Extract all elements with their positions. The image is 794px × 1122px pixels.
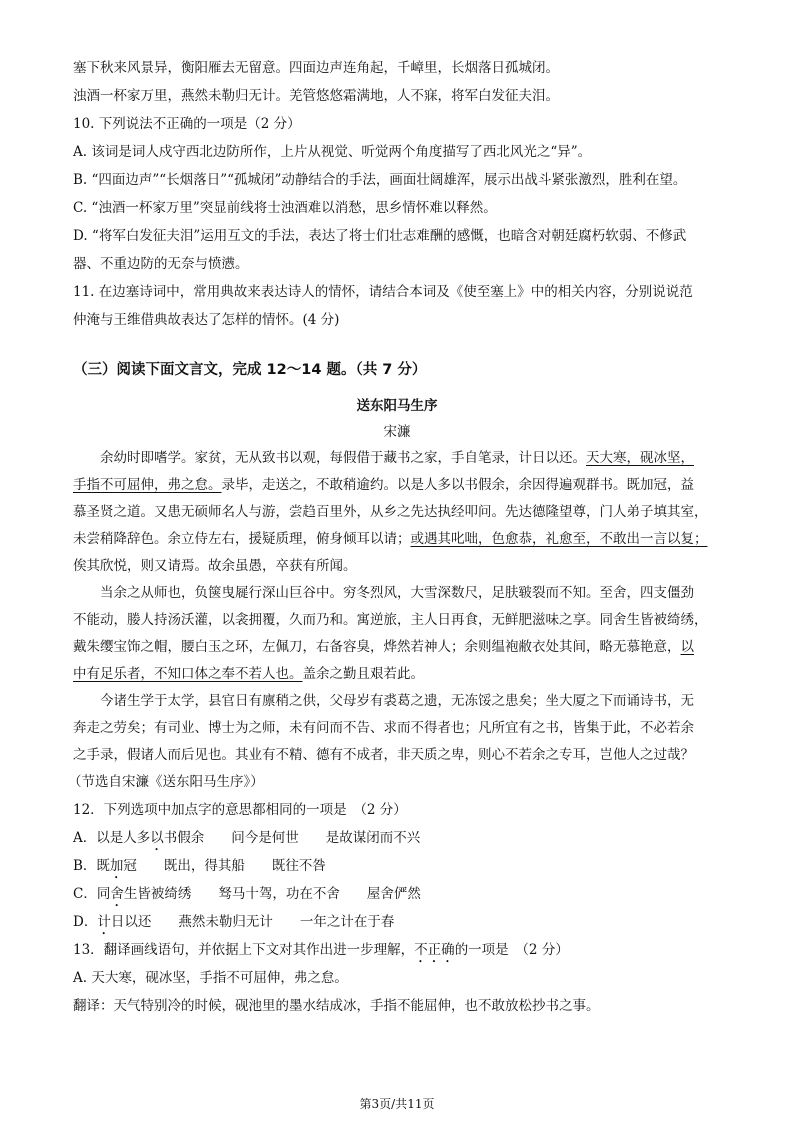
dotted-char: 计 xyxy=(97,914,111,930)
q10-option-d-line-2: 器、不重边防的无奈与愤懑。 xyxy=(73,256,249,272)
passage-title: 送东阳马生序 xyxy=(356,398,438,414)
q12-option-a: A．以是人多以书假余 问今是何世 是故谋闭而不兴 xyxy=(73,830,421,846)
passage-source: （节选自宋濂《送东阳马生序》） xyxy=(68,774,264,790)
q12-option-c: C．同舍生皆被绮绣 驽马十驾，功在不舍 屋舍俨然 xyxy=(73,886,421,902)
q10-option-c: C. “浊酒一杯家万里”突显前线将士浊酒难以消愁，思乡情怀难以释然。 xyxy=(73,200,497,216)
underlined-sentence: 以 xyxy=(680,639,694,655)
passage-p2-line-4: 中有足乐者，不知口体之奉不若人也。盖余之勤且艰若此。 xyxy=(73,666,424,682)
passage-p3-line-1: 今诸生学于太学，县官日有廪稍之供，父母岁有裘葛之遗，无冻馁之患矣；坐大厦之下而诵诗书，无 xyxy=(73,693,694,709)
passage-p1-line-2: 手指不可屈伸，弗之怠。录毕，走送之，不敢稍逾约。以是人多以书假余，余因得遍观群书。既加冠，益 xyxy=(73,477,694,493)
passage-p1-line-3: 慕圣贤之道。又患无硕师名人与游，尝趋百里外，从乡之先达执经叩问。先达德隆望尊，门人弟子填其室， xyxy=(73,504,708,520)
passage-p1-line-4: 未尝稍降辞色。余立侍左右，援疑质理，俯身倾耳以请；或遇其叱咄，色愈恭，礼愈至，不敢出一言以复； xyxy=(73,531,708,547)
underlined-sentence: 或遇其叱咄，色愈恭，礼愈至，不敢出一言以复； xyxy=(410,531,708,547)
underlined-sentence: 中有足乐者，不知口体之奉不若人也。 xyxy=(73,666,303,682)
q11-line-2: 仲淹与王维借典故表达了怎样的情怀。(4 分) xyxy=(73,312,340,328)
q13-option-a: A. 天大寒，砚冰坚，手指不可屈伸，弗之怠。 xyxy=(73,970,348,986)
passage-p2-line-2: 不能动，媵人持汤沃灌，以衾拥覆，久而乃和。寓逆旅，主人日再食，无鲜肥滋味之享。同舍生皆被绮绣， xyxy=(73,612,708,628)
emphasis-text: 不正确 xyxy=(414,942,455,958)
q12-option-b: B．既加冠 既出，得其船 既往不咎 xyxy=(73,858,326,874)
q10-option-a: A. 该词是词人戍守西北边防所作，上片从视觉、听觉两个角度描写了西北风光之“异”。 xyxy=(73,144,592,160)
passage-author: 宋濂 xyxy=(383,424,411,440)
dotted-char: 以 xyxy=(150,830,164,846)
q12-option-d: D．计日以还 燕然未勒归无计 一年之计在于春 xyxy=(73,914,395,930)
q11-line-1: 11. 在边塞诗词中，常用典故来表达诗人的情怀，请结合本词及《使至塞上》中的相关内容，分别说说范 xyxy=(73,284,693,300)
passage-p2-line-1: 当余之从师也，负箧曳屣行深山巨谷中。穷冬烈风，大雪深数尺，足肤皲裂而不知。至舍，四支僵劲 xyxy=(73,585,694,601)
dotted-char: 舍 xyxy=(110,886,124,902)
passage-p3-line-2: 奔走之劳矣；有司业、博士为之师，未有问而不告、求而不得者也；凡所宜有之书，皆集于此，不必若余 xyxy=(73,720,694,736)
underlined-sentence: 天大寒，砚冰坚， xyxy=(586,450,694,466)
q13-stem: 13．翻译画线语句，并依据上下文对其作出进一步理解，不正确的一项是 （2 分） xyxy=(73,942,569,958)
passage-p1-line-1: 余幼时即嗜学。家贫，无从致书以观，每假借于藏书之家，手自笔录，计日以还。天大寒，砚冰坚， xyxy=(73,450,694,466)
poem-line-1: 塞下秋来风景异，衡阳雁去无留意。四面边声连角起，千嶂里，长烟落日孤城闭。 xyxy=(73,60,559,76)
dotted-char: 加 xyxy=(109,858,124,874)
page-footer: 第3页/共11页 xyxy=(359,1097,435,1111)
passage-p3-line-3: 之手录，假诸人而后见也。其业有不精、德有不成者，非天质之卑，则心不若余之专耳，岂他人之过哉？ xyxy=(73,747,694,763)
q12-stem: 12．下列选项中加点字的意思都相同的一项是 （2 分） xyxy=(73,802,407,818)
passage-p1-line-5: 俟其欣悦，则又请焉。故余虽愚，卒获有所闻。 xyxy=(73,558,357,574)
q10-option-d-line-1: D. “将军白发征夫泪”运用互文的手法，表达了将士们壮志难酬的感慨，也暗含对朝廷腐朽软弱、不修武 xyxy=(73,228,687,244)
underlined-sentence: 手指不可屈伸，弗之怠。 xyxy=(73,477,222,493)
q10-stem: 10. 下列说法不正确的一项是（2 分） xyxy=(73,116,301,132)
poem-line-2: 浊酒一杯家万里，燕然未勒归无计。羌管悠悠霜满地，人不寐，将军白发征夫泪。 xyxy=(73,88,559,104)
section-heading: （三）阅读下面文言文，完成 12～14 题。（共 7 分） xyxy=(73,362,427,378)
q10-option-b: B. “四面边声”“长烟落日”“孤城闭”动静结合的手法，画面壮阔雄浑，展示出战斗紧张激烈，胜利在望。 xyxy=(73,172,687,188)
passage-p2-line-3: 戴朱缨宝饰之帽，腰白玉之环，左佩刀，右备容臭，烨然若神人；余则缊袍敝衣处其间，略无慕艳意，以 xyxy=(73,639,694,655)
q13-translation: 翻译：天气特别冷的时候，砚池里的墨水结成冰，手指不能屈伸，也不敢放松抄书之事。 xyxy=(73,998,600,1014)
